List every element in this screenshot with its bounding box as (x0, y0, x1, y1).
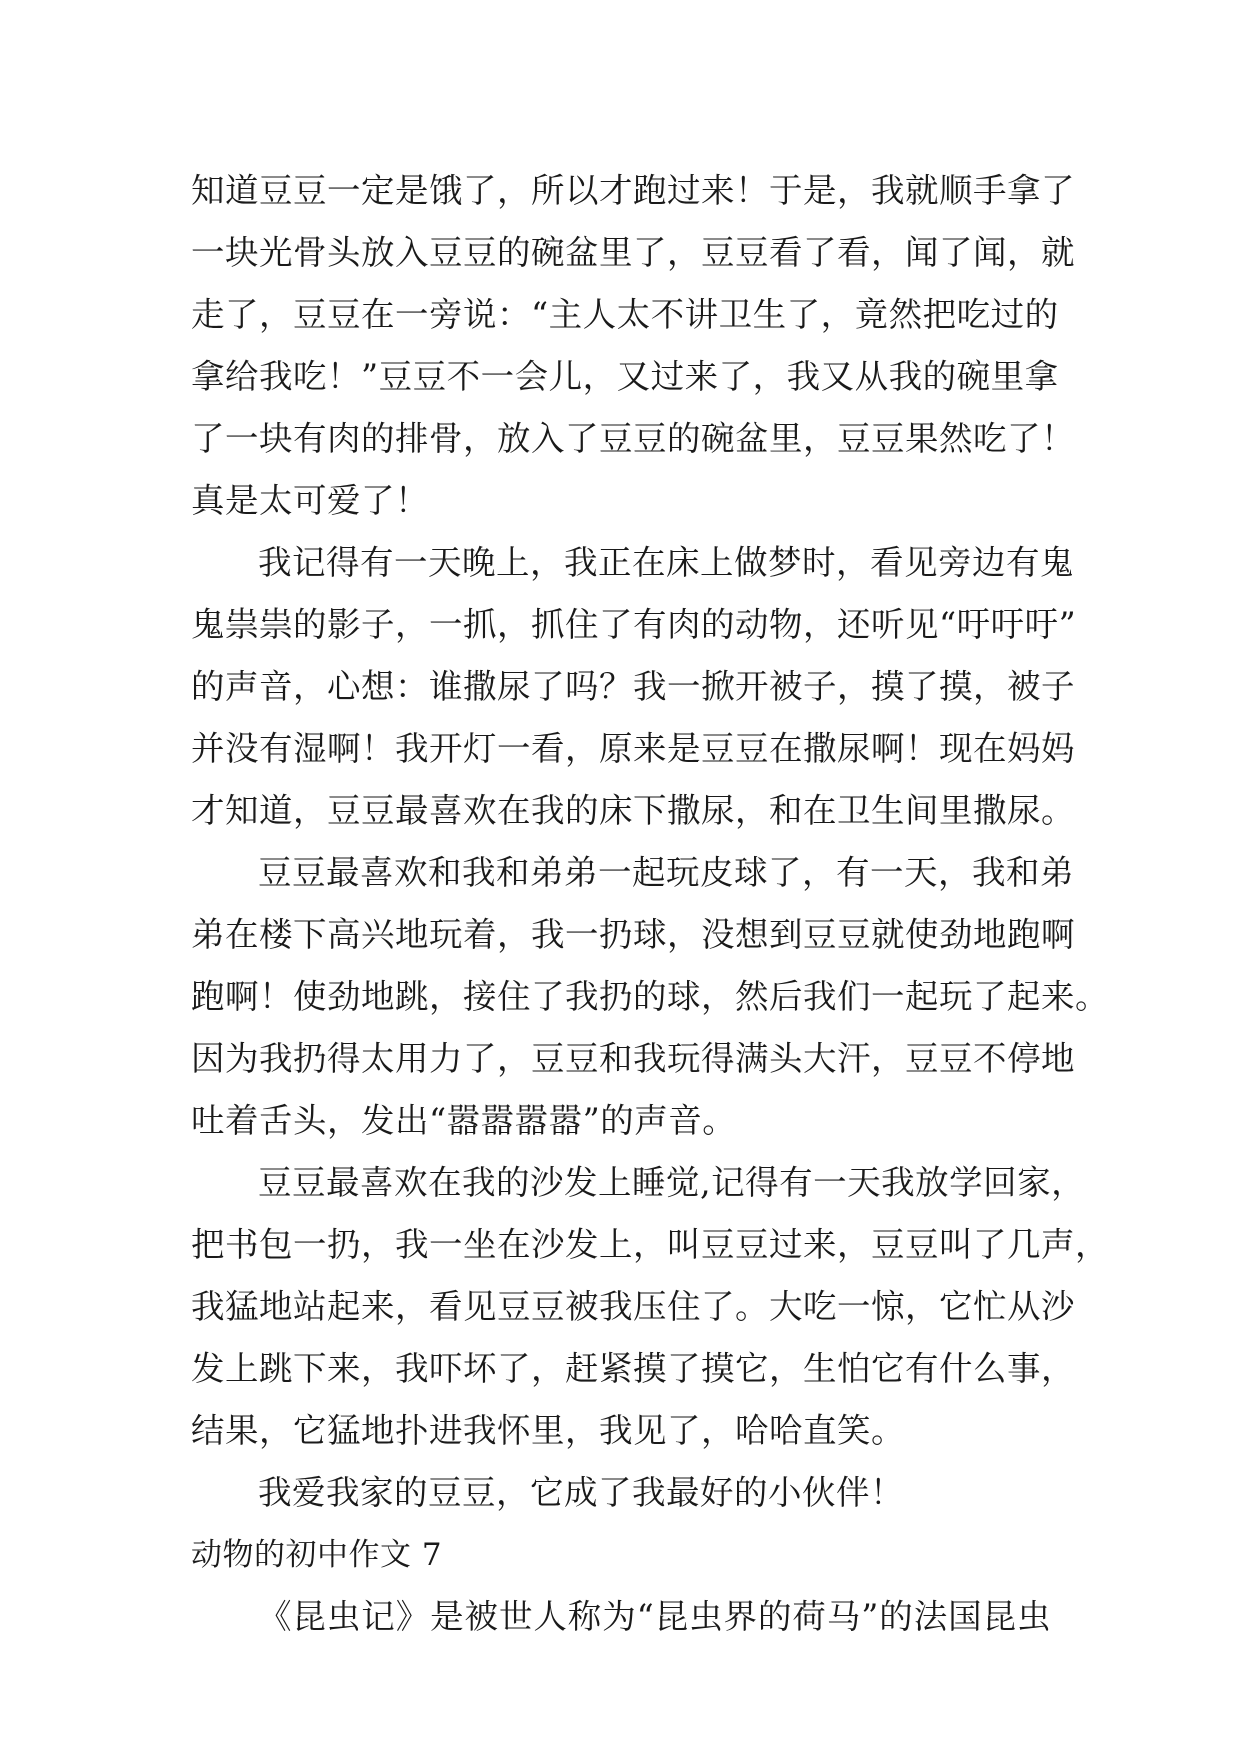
text-line: 走了，豆豆在一旁说：“主人太不讲卫生了，竟然把吃过的 (191, 295, 1059, 334)
section-heading: 动物的初中作文 7 (191, 1537, 443, 1573)
text-line: 把书包一扔，我一坐在沙发上，叫豆豆过来，豆豆叫了几声， (191, 1225, 1109, 1264)
text-line: 的声音，心想：谁撒尿了吗？我一掀开被子，摸了摸，被子 (191, 667, 1075, 706)
text-line: 吐着舌头，发出“嚣嚣嚣嚣”的声音。 (191, 1101, 737, 1140)
text-line: 一块光骨头放入豆豆的碗盆里了，豆豆看了看，闻了闻，就 (191, 233, 1075, 272)
text-line: 拿给我吃！”豆豆不一会儿，又过来了，我又从我的碗里拿 (191, 357, 1059, 396)
text-line: 了一块有肉的排骨，放入了豆豆的碗盆里，豆豆果然吃了！ (191, 419, 1075, 458)
text-line: 知道豆豆一定是饿了，所以才跑过来！于是，我就顺手拿了 (191, 171, 1075, 210)
text-line: 因为我扔得太用力了，豆豆和我玩得满头大汗，豆豆不停地 (191, 1039, 1075, 1078)
text-line: 我爱我家的豆豆，它成了我最好的小伙伴！ (258, 1473, 904, 1512)
text-line: 豆豆最喜欢和我和弟弟一起玩皮球了，有一天，我和弟 (258, 853, 1074, 892)
text-line: 豆豆最喜欢在我的沙发上睡觉,记得有一天我放学回家， (258, 1163, 1086, 1202)
text-line: 我记得有一天晚上，我正在床上做梦时，看见旁边有鬼 (258, 543, 1074, 582)
text-line: 发上跳下来，我吓坏了，赶紧摸了摸它，生怕它有什么事， (191, 1349, 1075, 1388)
text-line: 弟在楼下高兴地玩着，我一扔球，没想到豆豆就使劲地跑啊 (191, 915, 1075, 954)
document-body (191, 160, 1109, 1648)
text-line: 跑啊！使劲地跳，接住了我扔的球，然后我们一起玩了起来。 (191, 977, 1109, 1016)
next-section-lines (191, 1586, 1051, 1648)
text-line: 鬼祟祟的影子，一抓，抓住了有肉的动物，还听见“吁吁吁” (191, 605, 1077, 644)
text-line: 才知道，豆豆最喜欢在我的床下撒尿，和在卫生间里撒尿。 (191, 791, 1075, 830)
text-line: 结果，它猛地扑进我怀里，我见了，哈哈直笑。 (191, 1411, 905, 1450)
text-line: 《昆虫记》是被世人称为“昆虫界的荷马”的法国昆虫 (258, 1597, 1051, 1636)
text-line: 并没有湿啊！我开灯一看，原来是豆豆在撒尿啊！现在妈妈 (191, 729, 1075, 768)
text-line: 我猛地站起来，看见豆豆被我压住了。大吃一惊，它忙从沙 (191, 1287, 1075, 1326)
paragraph-lines (191, 160, 1109, 1524)
text-line: 真是太可爱了！ (191, 481, 429, 520)
